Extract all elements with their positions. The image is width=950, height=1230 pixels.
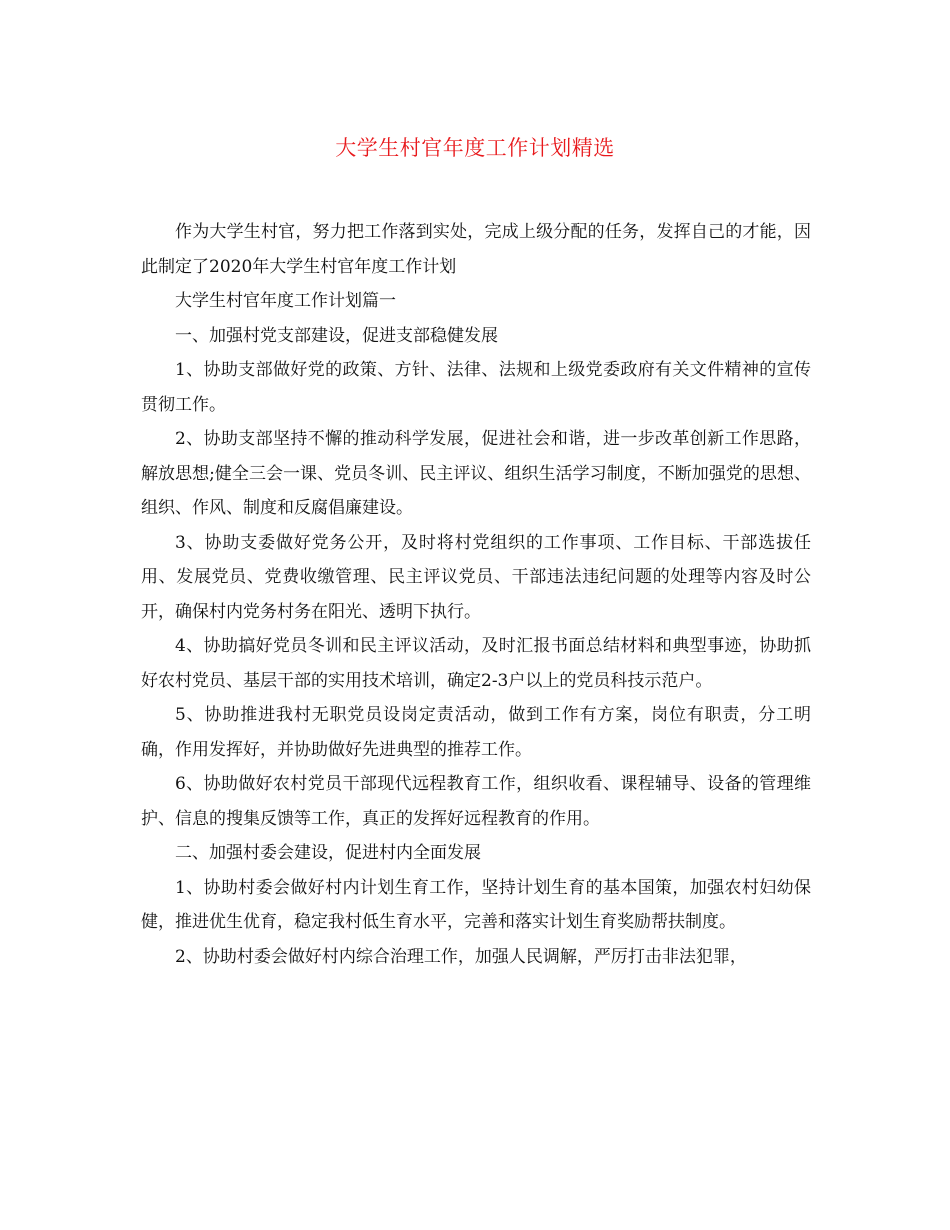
section-heading-1: 一、加强村党支部建设，促进支部稳健发展 bbox=[175, 325, 498, 346]
paragraph-plan-heading: 大学生村官年度工作计划篇一 bbox=[175, 291, 396, 311]
document-body bbox=[141, 215, 811, 974]
section-heading-2: 二、加强村委会建设，促进村内全面发展 bbox=[175, 843, 481, 863]
paragraph-item: 2、协助村委会做好村内综合治理工作，加强人民调解，严厉打击非法犯罪， bbox=[175, 946, 747, 967]
paragraph-item: 4、协助搞好党员冬训和民主评议活动，及时汇报书面总结材料和典型事迹，协助抓好农村党员、基层干部的实用技术培训，确定2-3户以上的党员科技示范户。 bbox=[141, 636, 811, 691]
paragraph-item: 3、协助支委做好党务公开，及时将村党组织的工作事项、工作目标、干部选拔任用、发展党员、党费收缴管理、民主评议党员、干部违法违纪问题的处理等内容及时公开，确保村内党务村务在阳光、透明下执行。 bbox=[141, 532, 811, 622]
paragraph-item: 1、协助村委会做好村内计划生育工作，坚持计划生育的基本国策，加强农村妇幼保健，推进优生优育，稳定我村低生育水平，完善和落实计划生育奖励帮扶制度。 bbox=[141, 877, 811, 932]
paragraph-item: 5、协助推进我村无职党员设岗定责活动，做到工作有方案，岗位有职责，分工明确，作用发挥好，并协助做好先进典型的推荐工作。 bbox=[141, 705, 811, 760]
paragraph-item: 1、协助支部做好党的政策、方针、法律、法规和上级党委政府有关文件精神的宣传贯彻工作。 bbox=[141, 360, 811, 415]
paragraph-item: 6、协助做好农村党员干部现代远程教育工作，组织收看、课程辅导、设备的管理维护、信息的搜集反馈等工作，真正的发挥好远程教育的作用。 bbox=[141, 774, 811, 829]
paragraph-intro: 作为大学生村官，努力把工作落到实处，完成上级分配的任务，发挥自己的才能，因此制定了2020年大学生村官年度工作计划 bbox=[141, 222, 811, 277]
paragraph-item: 2、协助支部坚持不懈的推动科学发展，促进社会和谐，进一步改革创新工作思路，解放思想;健全三会一课、党员冬训、民主评议、组织生活学习制度，不断加强党的思想、组织、作风、制度和反腐倡廉建设。 bbox=[141, 429, 811, 518]
document-title: 大学生村官年度工作计划精选 bbox=[335, 136, 615, 160]
